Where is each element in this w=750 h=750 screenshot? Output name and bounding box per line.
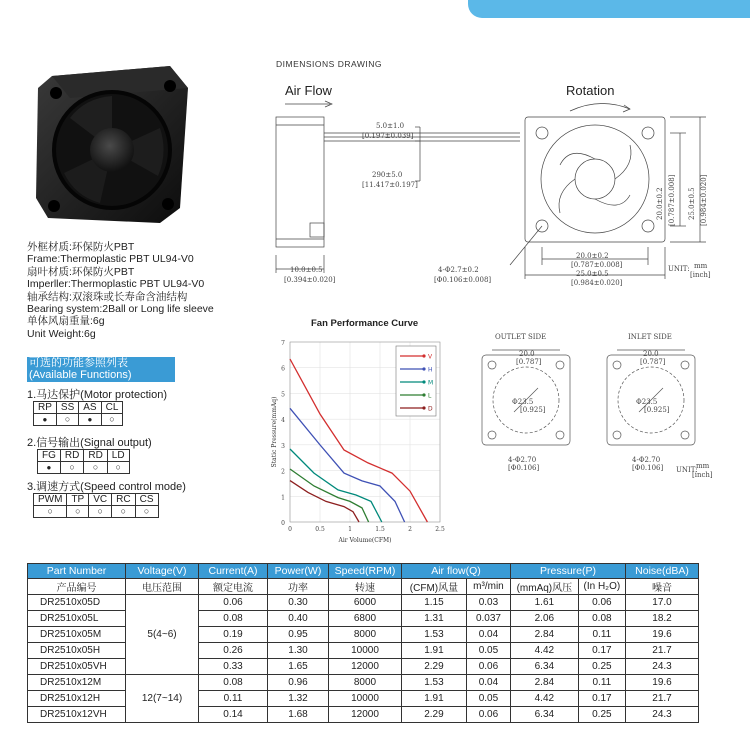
- speed-cell: 8000: [329, 627, 402, 643]
- table-row: [28, 595, 699, 611]
- material-specs: [27, 241, 214, 340]
- current-cell: 0.08: [199, 675, 268, 691]
- cfm-cell: 2.29: [402, 707, 467, 723]
- inh2o-cell: 0.25: [578, 659, 625, 675]
- cfm-cell: 1.91: [402, 643, 467, 659]
- m3-cell: 0.05: [466, 691, 510, 707]
- inlet-side-title: INLET SIDE: [628, 333, 672, 341]
- available-functions-cn: 可选的功能参照列表: [29, 357, 128, 369]
- y-tick-label: 6: [281, 365, 285, 373]
- code-row: [38, 450, 130, 462]
- code-cell: RD: [60, 450, 83, 462]
- front-view-opening: [541, 125, 649, 233]
- pitch-dim-inch: [0.787±0.008]: [571, 261, 623, 269]
- m3-cell: 0.05: [466, 643, 510, 659]
- frame-en: Frame:Thermoplastic PBT UL94-V0: [27, 253, 194, 266]
- series-line-H: [290, 408, 405, 522]
- mark-row: [38, 462, 130, 474]
- outlet-hole: 4-Φ2.70: [508, 456, 537, 464]
- cfm-cell: 1.91: [402, 691, 467, 707]
- part-number-cell: DR2510x05VH: [28, 659, 126, 675]
- speed-cell: 8000: [329, 675, 402, 691]
- available-functions-en: (Available Functions): [29, 369, 132, 381]
- spec-table-wrap: [27, 563, 699, 723]
- code-cell: TP: [67, 494, 89, 506]
- header-row: [28, 564, 699, 579]
- noise-cell: 17.0: [626, 595, 699, 611]
- series-line-M: [290, 449, 382, 522]
- code-cell: LD: [107, 450, 129, 462]
- sub-cell: 噪音: [626, 579, 699, 595]
- speed-cell: 6000: [329, 595, 402, 611]
- impeller-en: Imperller:Thermoplastic PBT UL94-V0: [27, 278, 205, 291]
- col-part-number: Part Number: [28, 564, 126, 579]
- part-number-cell: DR2510x05H: [28, 643, 126, 659]
- part-number-cell: DR2510x12H: [28, 691, 126, 707]
- legend-label-M: M: [428, 379, 434, 387]
- sub-cell: 转速: [329, 579, 402, 595]
- thickness-dim: 10.0±0.5: [290, 266, 323, 274]
- unit-inch: [inch]: [690, 271, 711, 279]
- code-cell: SS: [56, 402, 78, 414]
- inlet-hole: 4-Φ2.70: [632, 456, 661, 464]
- mark-cell: ●: [34, 414, 57, 426]
- inlet-diameter: Φ23.5: [636, 398, 658, 406]
- wire-length-dim-inch: [11.417±0.197]: [362, 181, 418, 189]
- power-cell: 1.30: [268, 643, 329, 659]
- mmaq-cell: 2.84: [511, 627, 579, 643]
- current-cell: 0.06: [199, 595, 268, 611]
- sub-cell: 产品编号: [28, 579, 126, 595]
- cfm-cell: 1.53: [402, 675, 467, 691]
- wire-length-dim: 290±5.0: [372, 171, 403, 179]
- x-tick-label: 0.5: [315, 526, 325, 533]
- code-cell: RP: [34, 402, 57, 414]
- col-airflow: Air flow(Q): [402, 564, 511, 579]
- unit-mm: mm: [694, 262, 708, 270]
- legend-dot-D: [422, 406, 425, 409]
- side-views: [462, 330, 702, 480]
- legend-label-L: L: [428, 392, 432, 400]
- outlet-pitch-inch: [0.787]: [516, 358, 542, 366]
- voltage-cell: 5(4~6): [126, 595, 199, 675]
- bearing-en: Bearing system:2Ball or Long life sleeve: [27, 303, 214, 316]
- current-cell: 0.14: [199, 707, 268, 723]
- size-dim: 25.0±0.5: [576, 270, 609, 278]
- cfm-cell: 1.15: [402, 595, 467, 611]
- col-voltage: Voltage(V): [126, 564, 199, 579]
- mark-cell: ○: [89, 506, 112, 518]
- x-tick-label: 0: [288, 526, 292, 533]
- inh2o-cell: 0.25: [578, 707, 625, 723]
- mark-cell: ○: [84, 462, 107, 474]
- mark-cell: ○: [67, 506, 89, 518]
- power-cell: 0.95: [268, 627, 329, 643]
- sub-cell: (CFM)风量: [402, 579, 467, 595]
- current-cell: 0.19: [199, 627, 268, 643]
- legend-label-H: H: [428, 366, 433, 374]
- legend-dot-V: [422, 354, 425, 357]
- legend-label-D: D: [428, 405, 433, 413]
- inh2o-cell: 0.08: [578, 611, 625, 627]
- legend-label-V: V: [428, 353, 433, 361]
- mark-cell: ○: [60, 462, 83, 474]
- table-row: [28, 675, 699, 691]
- mark-cell: ○: [101, 414, 123, 426]
- code-cell: PWM: [34, 494, 67, 506]
- unit-label: UNIT:: [668, 265, 690, 273]
- sub-cell: (In H₂O): [578, 579, 625, 595]
- pitch-dim: 20.0±0.2: [576, 252, 609, 260]
- m3-cell: 0.04: [466, 675, 510, 691]
- legend-dot-L: [422, 393, 425, 396]
- x-axis-label: Air Volume(CFM): [338, 537, 392, 544]
- noise-cell: 18.2: [626, 611, 699, 627]
- m3-cell: 0.037: [466, 611, 510, 627]
- vsize-dim: 25.0±0.5: [688, 187, 696, 220]
- vpitch-dim: 20.0±0.2: [656, 187, 664, 220]
- current-cell: 0.08: [199, 611, 268, 627]
- weight-en: Unit Weight:6g: [27, 327, 96, 340]
- col-pressure: Pressure(P): [511, 564, 626, 579]
- speed-cell: 10000: [329, 691, 402, 707]
- noise-cell: 24.3: [626, 659, 699, 675]
- front-view-frame: [525, 117, 665, 242]
- col-noise: Noise(dBA): [626, 564, 699, 579]
- weight-cn: 单体风扇重量:6g: [27, 315, 105, 328]
- m3-cell: 0.04: [466, 627, 510, 643]
- bearing-cn: 轴承结构:双滚珠或长寿命含油结构: [27, 290, 188, 303]
- frame-cn: 外框材质:环保防火PBT: [27, 241, 135, 253]
- inlet-diameter-inch: [0.925]: [644, 406, 670, 414]
- x-tick-label: 2.5: [435, 526, 445, 533]
- noise-cell: 24.3: [626, 707, 699, 723]
- cfm-cell: 2.29: [402, 659, 467, 675]
- y-tick-label: 2: [281, 468, 285, 476]
- side-unit-mm: mm: [696, 462, 710, 470]
- inh2o-cell: 0.17: [578, 643, 625, 659]
- header-accent-bar: [468, 0, 750, 18]
- col-speed: Speed(RPM): [329, 564, 402, 579]
- col-power: Power(W): [268, 564, 329, 579]
- fan-product-photo: [30, 58, 190, 228]
- mark-cell: ○: [112, 506, 135, 518]
- mark-cell: ●: [79, 414, 101, 426]
- code-cell: FG: [38, 450, 61, 462]
- outlet-hole-inch: [Φ0.106]: [508, 464, 540, 472]
- vsize-dim-inch: [0.984±0.020]: [700, 174, 708, 226]
- motor-protection-table: [33, 401, 123, 426]
- m3-cell: 0.06: [466, 707, 510, 723]
- x-tick-label: 2: [408, 526, 412, 533]
- y-tick-label: 1: [281, 494, 285, 502]
- outlet-side-title: OUTLET SIDE: [495, 333, 547, 341]
- impeller-cn: 扇叶材质:环保防火PBT: [27, 265, 135, 278]
- spec-table: [27, 563, 699, 723]
- chart-title: Fan Performance Curve: [311, 318, 419, 329]
- sub-cell: 电压范围: [126, 579, 199, 595]
- code-cell: AS: [79, 402, 101, 414]
- current-cell: 0.11: [199, 691, 268, 707]
- mmaq-cell: 2.84: [511, 675, 579, 691]
- thickness-dim-inch: [0.394±0.020]: [284, 276, 336, 284]
- y-tick-label: 7: [281, 340, 285, 347]
- legend-dot-M: [422, 380, 425, 383]
- y-tick-label: 5: [281, 391, 285, 399]
- mark-row: [34, 414, 123, 426]
- part-number-cell: DR2510x12M: [28, 675, 126, 691]
- sub-cell: m³/min: [466, 579, 510, 595]
- inh2o-cell: 0.11: [578, 627, 625, 643]
- outlet-diameter-inch: [0.925]: [520, 406, 546, 414]
- m3-cell: 0.03: [466, 595, 510, 611]
- mmaq-cell: 6.34: [511, 659, 579, 675]
- inlet-hole-inch: [Φ0.106]: [632, 464, 664, 472]
- mark-row: [34, 506, 159, 518]
- subheader-row: [28, 579, 699, 595]
- voltage-cell: 12(7~14): [126, 675, 199, 723]
- sub-cell: 功率: [268, 579, 329, 595]
- cfm-cell: 1.53: [402, 627, 467, 643]
- inlet-pitch: 20.0: [643, 350, 659, 358]
- x-tick-label: 1.5: [375, 526, 385, 533]
- lead-length-dim: 5.0±1.0: [376, 122, 405, 130]
- current-cell: 0.33: [199, 659, 268, 675]
- mark-cell: ○: [107, 462, 129, 474]
- mmaq-cell: 1.61: [511, 595, 579, 611]
- noise-cell: 21.7: [626, 643, 699, 659]
- mark-cell: ○: [56, 414, 78, 426]
- sub-cell: 额定电流: [199, 579, 268, 595]
- y-axis-label: Static Pressure(mmAq): [271, 396, 278, 468]
- noise-cell: 19.6: [626, 627, 699, 643]
- col-current: Current(A): [199, 564, 268, 579]
- dimensions-drawing-title: DIMENSIONS DRAWING: [276, 59, 382, 69]
- noise-cell: 21.7: [626, 691, 699, 707]
- part-number-cell: DR2510x12VH: [28, 707, 126, 723]
- speed-cell: 10000: [329, 643, 402, 659]
- lead-length-dim-inch: [0.197±0.039]: [362, 132, 414, 140]
- vpitch-dim-inch: [0.787±0.008]: [668, 174, 676, 226]
- side-unit-label: UNIT:: [676, 466, 698, 474]
- speed-control-table: [33, 493, 159, 518]
- code-cell: CL: [101, 402, 123, 414]
- y-tick-label: 3: [281, 442, 285, 450]
- speed-control-title: 3.调速方式(Speed control mode): [27, 481, 186, 493]
- side-unit-inch: [inch]: [692, 471, 713, 479]
- mmaq-cell: 2.06: [511, 611, 579, 627]
- power-cell: 1.32: [268, 691, 329, 707]
- code-cell: VC: [89, 494, 112, 506]
- power-cell: 0.30: [268, 595, 329, 611]
- hole-dim: 4-Φ2.7±0.2: [438, 266, 479, 274]
- mark-cell: ○: [135, 506, 158, 518]
- dimension-drawing: [270, 95, 720, 295]
- mmaq-cell: 4.42: [511, 691, 579, 707]
- speed-cell: 12000: [329, 707, 402, 723]
- cfm-cell: 1.31: [402, 611, 467, 627]
- power-cell: 1.68: [268, 707, 329, 723]
- part-number-cell: DR2510x05L: [28, 611, 126, 627]
- inh2o-cell: 0.06: [578, 595, 625, 611]
- hole-dim-inch: [Φ0.106±0.008]: [434, 276, 492, 284]
- mark-cell: ●: [38, 462, 61, 474]
- part-number-cell: DR2510x05M: [28, 627, 126, 643]
- spec-table-body: [28, 595, 699, 723]
- air-flow-label: Air Flow: [285, 83, 332, 98]
- inlet-pitch-inch: [0.787]: [640, 358, 666, 366]
- signal-output-table: [37, 449, 130, 474]
- power-cell: 1.65: [268, 659, 329, 675]
- side-profile: [276, 117, 324, 247]
- signal-output-title: 2.信号输出(Signal output): [27, 437, 152, 449]
- noise-cell: 19.6: [626, 675, 699, 691]
- inh2o-cell: 0.17: [578, 691, 625, 707]
- mmaq-cell: 6.34: [511, 707, 579, 723]
- outlet-pitch: 20.0: [519, 350, 535, 358]
- inh2o-cell: 0.11: [578, 675, 625, 691]
- fan-performance-chart: [268, 330, 458, 545]
- code-cell: CS: [135, 494, 158, 506]
- part-number-cell: DR2510x05D: [28, 595, 126, 611]
- sub-cell: (mmAq)风压: [511, 579, 579, 595]
- code-row: [34, 494, 159, 506]
- speed-cell: 6800: [329, 611, 402, 627]
- mmaq-cell: 4.42: [511, 643, 579, 659]
- code-row: [34, 402, 123, 414]
- code-cell: RD: [84, 450, 107, 462]
- current-cell: 0.26: [199, 643, 268, 659]
- power-cell: 0.40: [268, 611, 329, 627]
- code-cell: RC: [112, 494, 135, 506]
- mark-cell: ○: [34, 506, 67, 518]
- motor-protection-title: 1.马达保护(Motor protection): [27, 389, 167, 401]
- power-cell: 0.96: [268, 675, 329, 691]
- y-tick-label: 0: [281, 520, 285, 527]
- legend-dot-H: [422, 367, 425, 370]
- x-tick-label: 1: [348, 526, 352, 533]
- m3-cell: 0.06: [466, 659, 510, 675]
- y-tick-label: 4: [281, 417, 285, 425]
- outlet-diameter: Φ23.5: [512, 398, 534, 406]
- speed-cell: 12000: [329, 659, 402, 675]
- available-functions-banner: [27, 357, 175, 382]
- size-dim-inch: [0.984±0.020]: [571, 279, 623, 287]
- rotation-label: Rotation: [566, 83, 615, 98]
